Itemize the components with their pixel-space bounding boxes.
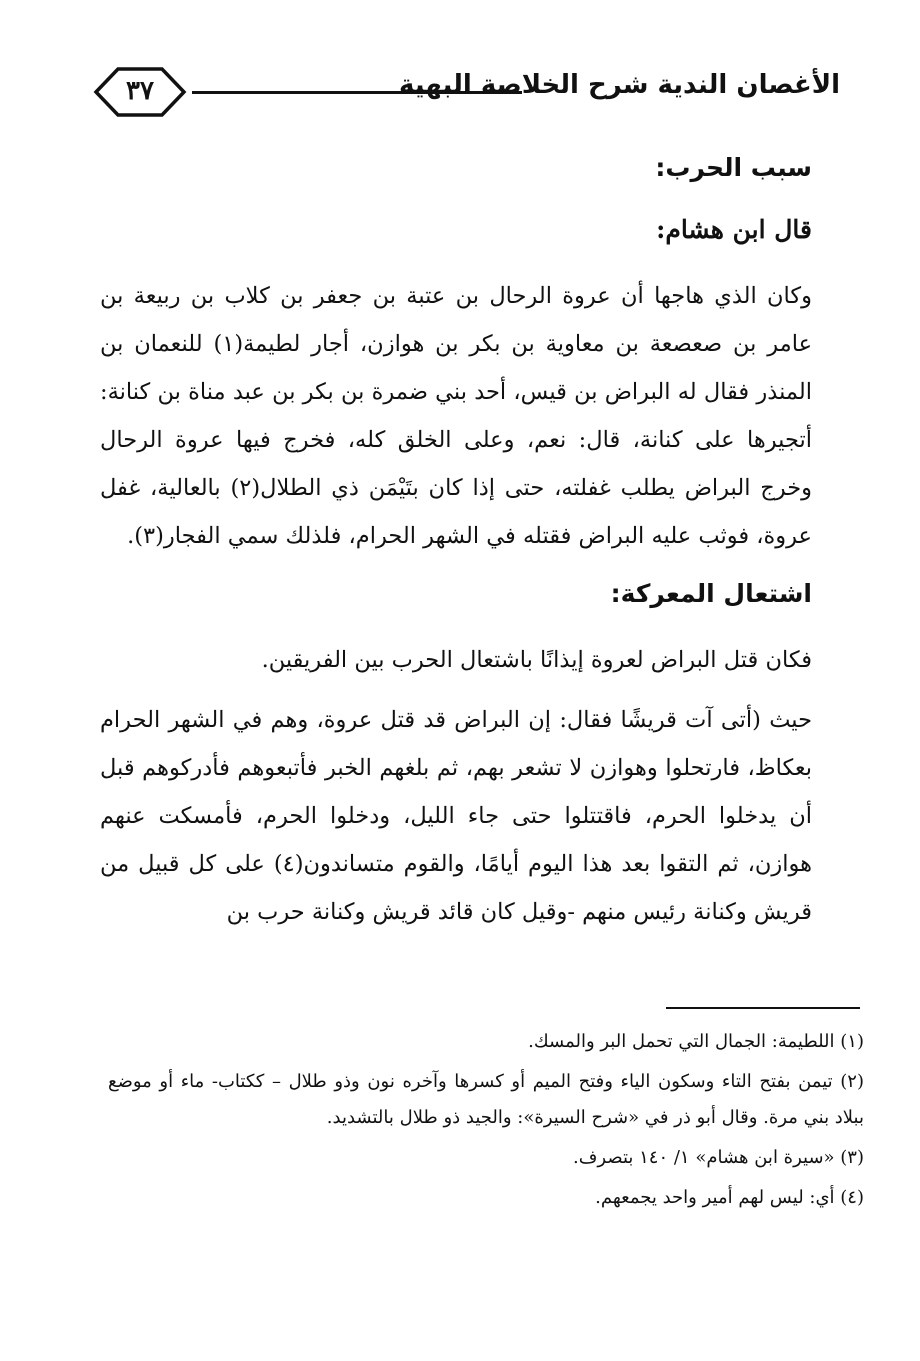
paragraph-war-cause: وكان الذي هاجها أن عروة الرحال بن عتبة بن جعفر بن كلاب بن ربيعة بن عامر بن صعصعة بن معاوية بن بكر بن هوازن، أجار لطيمة(١) للنعمان بن المنذر فقال له البراض بن قيس، أحد بني ضمرة بن بكر بن عبد مناة بن كنانة: أتجيرها على كنانة، قال: نعم، وعلى الخلق كله، فخرج فيها عروة الرحال وخرج البراض يطلب غفلته، حتى إذا كان بتَيْمَن ذي الطلال(٢) بالعالية، غفل عروة، فوثب عليه البراض فقتله في الشهر الحرام، فلذلك سمي الفجار(٣). <box>100 283 812 549</box>
citation-heading: قال ابن هشام: <box>656 215 812 244</box>
footnote-1: (١) اللطيمة: الجمال التي تحمل البر والمسك. <box>528 1031 864 1052</box>
paragraph-battle-details: حيث (أتى آت قريشًا فقال: إن البراض قد قتل عروة، وهم في الشهر الحرام بعكاظ، فارتحلوا وهوازن لا تشعر بهم، ثم بلغهم الخبر فأتبعوهم فأدركوهم قبل أن يدخلوا الحرم، فاقتتلوا حتى جاء الليل، ودخلوا الحرم، فأمسكت عنهم هوازن، ثم التقوا بعد هذا اليوم أيامًا، والقوم متساندون(٤) على كل قبيل من قريش وكنانة رئيس منهم -وقيل كان قائد قريش وكنانة حرب بن <box>100 707 812 925</box>
section-heading-war-cause: سبب الحرب: <box>655 153 812 182</box>
running-title: الأغصان الندية شرح الخلاصة البهية <box>398 70 840 100</box>
footnote-3: (٣) «سيرة ابن هشام» ١/ ١٤٠ بتصرف. <box>573 1147 864 1168</box>
footnote-2: (٢) تيمن بفتح التاء وسكون الياء وفتح الميم أو كسرها وآخره نون وذو طلال – ككتاب- ماء أو موضع ببلاد بني مرة. وقال أبو ذر في «شرح السيرة»: والجيد ذو طلال بالتشديد. <box>108 1071 864 1128</box>
paragraph-battle-intro: فكان قتل البراض لعروة إيذانًا باشتعال الحرب بين الفريقين. <box>261 647 812 673</box>
body-text <box>100 148 812 948</box>
page-header <box>92 64 840 122</box>
footnote-separator <box>666 1007 860 1009</box>
footnotes <box>108 1024 864 1220</box>
footnote-4: (٤) أي: ليس لهم أمير واحد يجمعهم. <box>595 1187 864 1208</box>
page-number: ٣٧ <box>126 76 154 106</box>
section-heading-battle: اشتعال المعركة: <box>610 579 812 608</box>
